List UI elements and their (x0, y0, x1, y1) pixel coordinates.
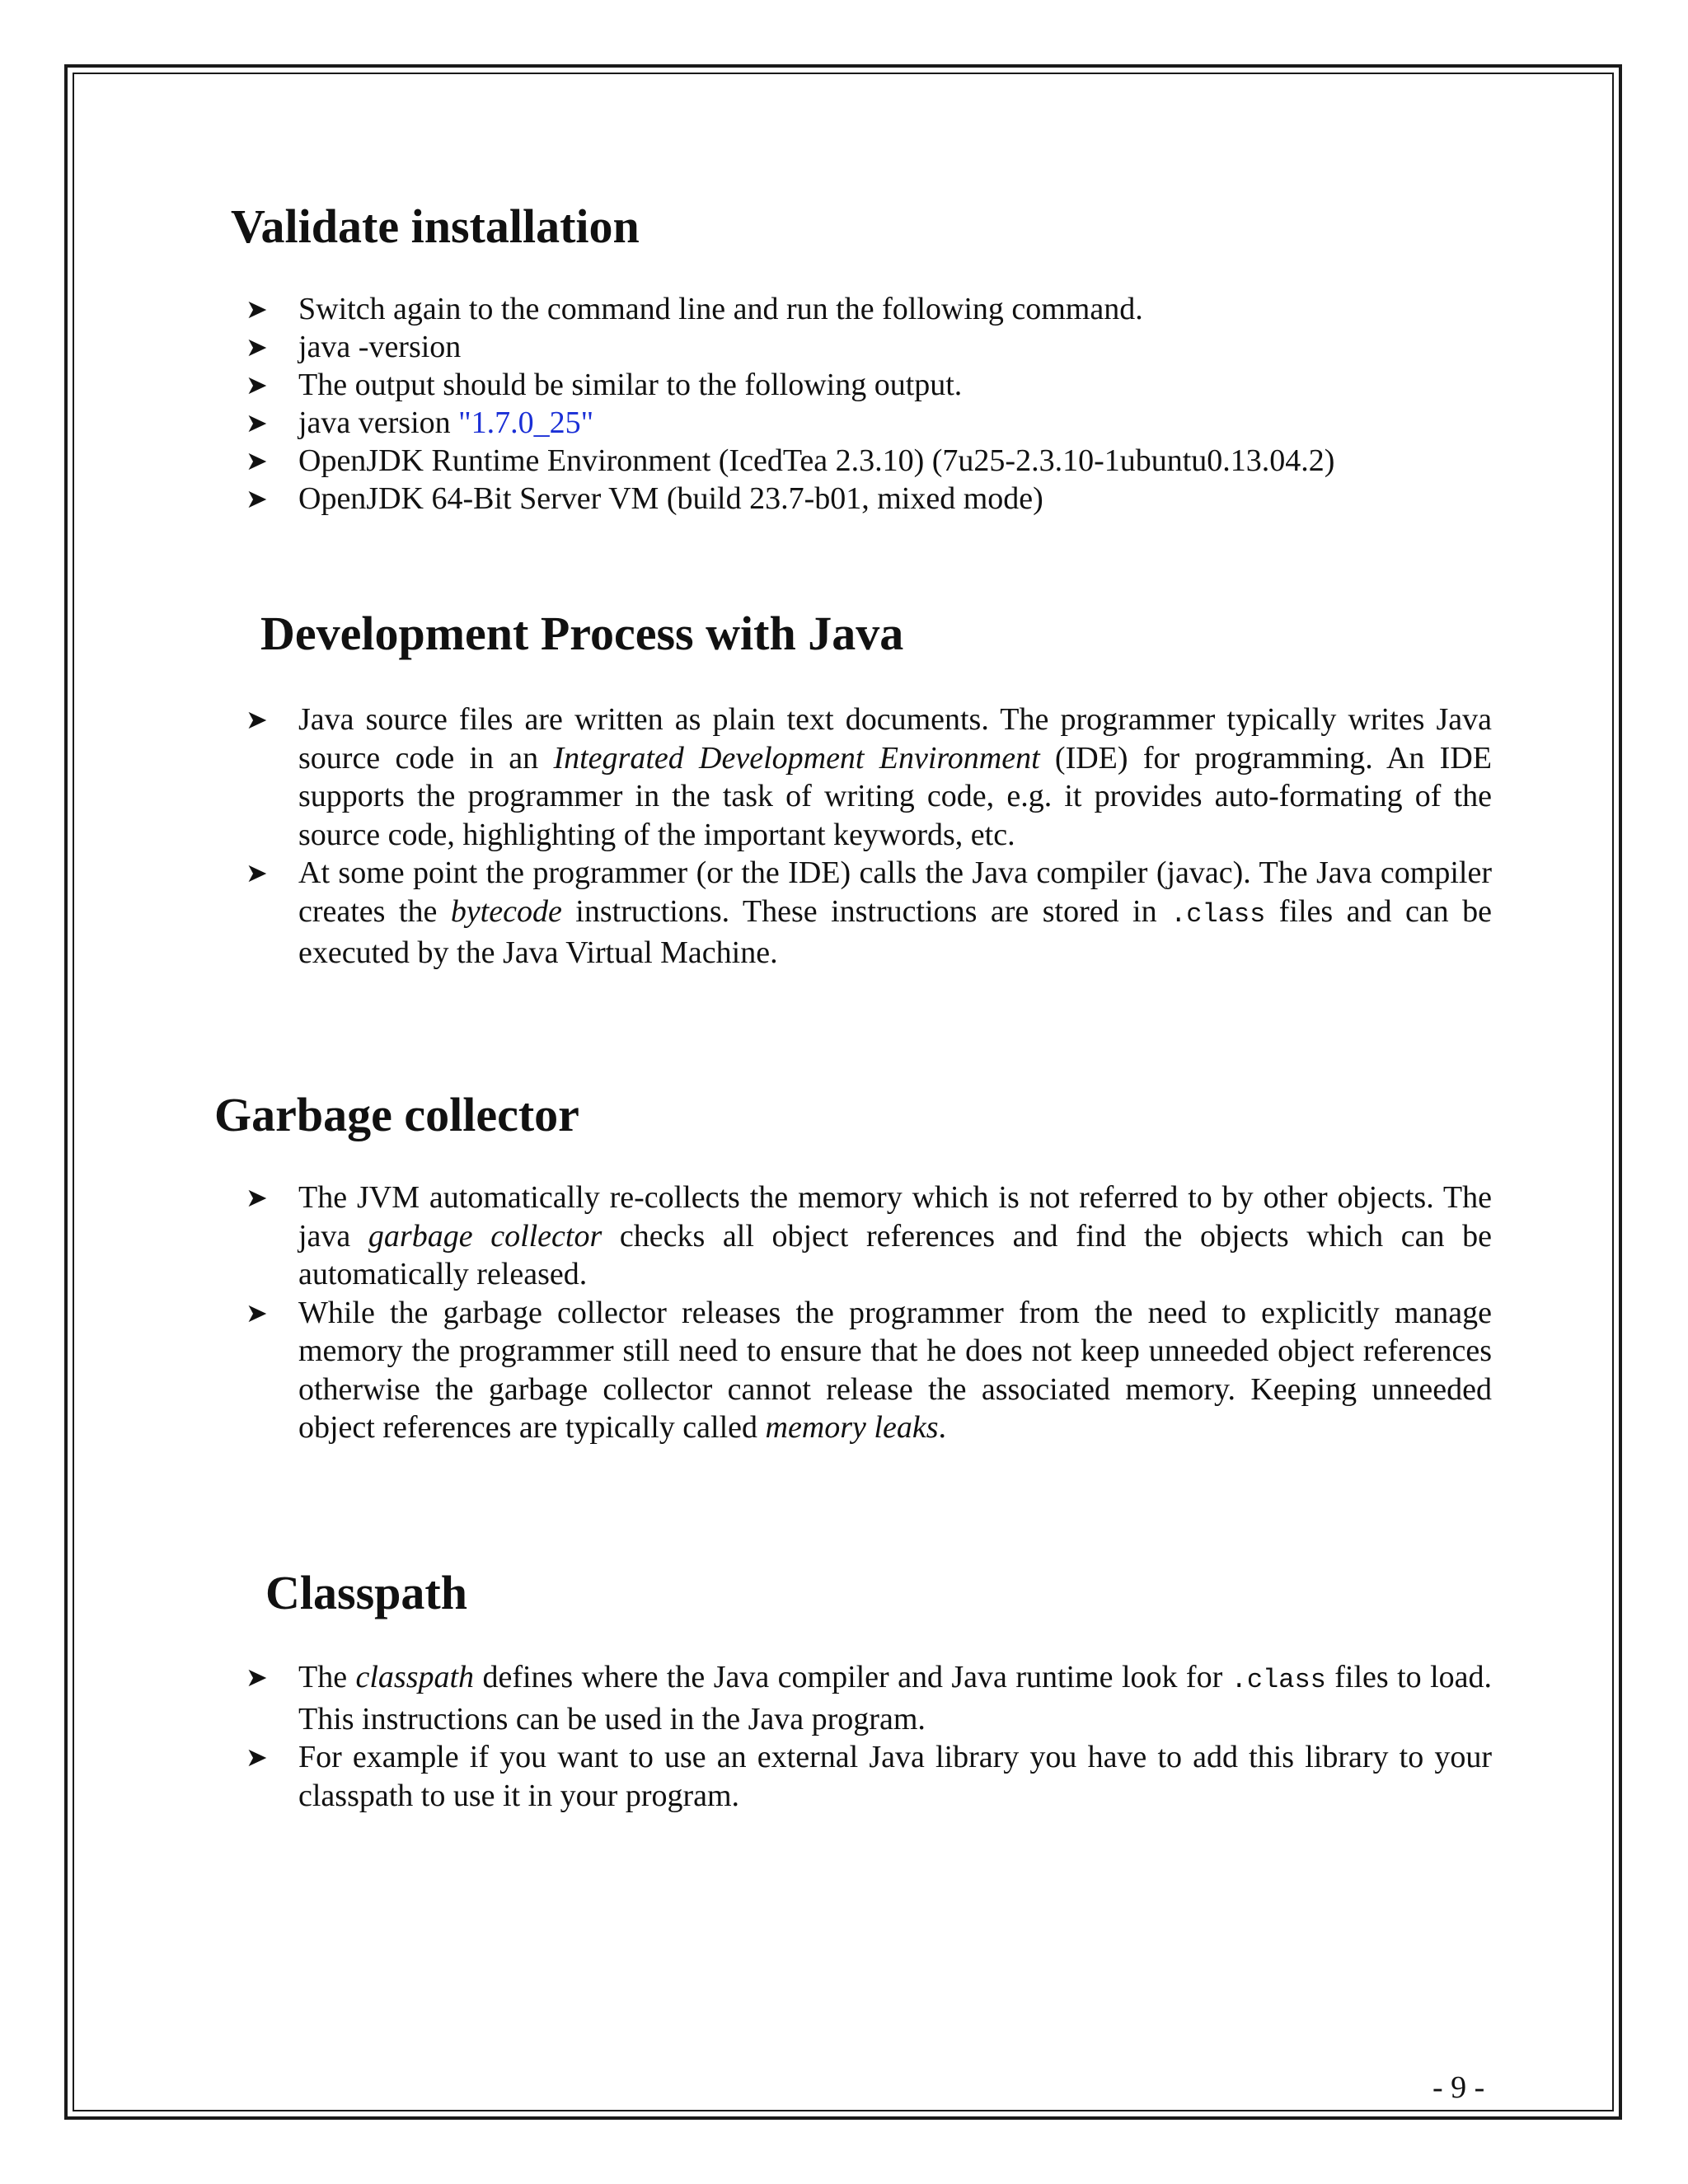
heading-development-process: Development Process with Java (260, 607, 904, 660)
arrow-bullet-icon: ➤ (246, 407, 268, 438)
arrow-bullet-icon: ➤ (246, 445, 268, 476)
list-item: ➤ At some point the programmer (or the IDE) calls the Java compiler (javac). The Java compiler creates the bytecode instructions. These instructions are stored in .class files and can be executed by the Java Virtual Machine. (246, 855, 1493, 970)
code-class: .class (1231, 1665, 1326, 1695)
list-item: ➤ The output should be similar to the following output. (246, 368, 963, 402)
list-item: ➤ OpenJDK Runtime Environment (IcedTea 2.3.10) (7u25-2.3.10-1ubuntu0.13.04.2) (246, 443, 1335, 478)
classpath-list (246, 1658, 1492, 1815)
arrow-bullet-icon: ➤ (246, 857, 268, 888)
list-item: ➤ Java source files are written as plain text documents. The programmer typically writes Java source code in an Integrated Development Environment (IDE) for programming. An IDE supports the programmer in the task of writing code, e.g. it provides auto-formating of the source code, highlighting of the important keywords, etc. (246, 702, 1492, 852)
list-item (246, 404, 1498, 442)
arrow-bullet-icon: ➤ (246, 704, 268, 735)
list-item: ➤ java -version (246, 330, 462, 364)
heading-classpath: Classpath (265, 1566, 467, 1619)
list-item: ➤ For example if you want to use an external Java library you have to add this library to your classpath to use it in your program. (246, 1740, 1492, 1813)
garbage-list (246, 1179, 1492, 1447)
arrow-bullet-icon: ➤ (246, 483, 268, 514)
list-item: ➤ While the garbage collector releases the programmer from the need to explicitly manage memory the programmer still need to ensure that he does not keep unneeded object references otherwise the garbage collector cannot release the associated memory. Keeping unneeded object references are typically called memory leaks. (246, 1295, 1492, 1445)
arrow-bullet-icon: ➤ (246, 293, 268, 325)
version-value: "1.7.0_25" (458, 405, 594, 440)
arrow-bullet-icon: ➤ (246, 369, 268, 401)
development-list (246, 701, 1492, 972)
list-item: ➤ The JVM automatically re-collects the memory which is not referred to by other objects. The java garbage collector checks all object references and find the objects which can be automatically released. (246, 1180, 1493, 1291)
list-item: ➤ OpenJDK 64-Bit Server VM (build 23.7-b01, mixed mode) (246, 481, 1043, 516)
list-item: ➤ The classpath defines where the Java compiler and Java runtime look for .class files to load. This instructions can be used in the Java program. (246, 1660, 1493, 1736)
version-prefix: java version (298, 405, 459, 440)
heading-validate-installation: Validate installation (231, 199, 640, 253)
code-class: .class (1170, 898, 1266, 930)
arrow-bullet-icon: ➤ (246, 1182, 268, 1213)
arrow-bullet-icon: ➤ (246, 331, 268, 363)
arrow-bullet-icon: ➤ (246, 1741, 268, 1773)
list-item: ➤ Switch again to the command line and run the following command. (246, 292, 1143, 326)
arrow-bullet-icon: ➤ (246, 1296, 268, 1329)
heading-garbage-collector: Garbage collector (214, 1088, 579, 1141)
validate-list (246, 290, 1498, 518)
arrow-bullet-icon: ➤ (246, 1661, 268, 1693)
page-number: - 9 - (1432, 2070, 1485, 2105)
